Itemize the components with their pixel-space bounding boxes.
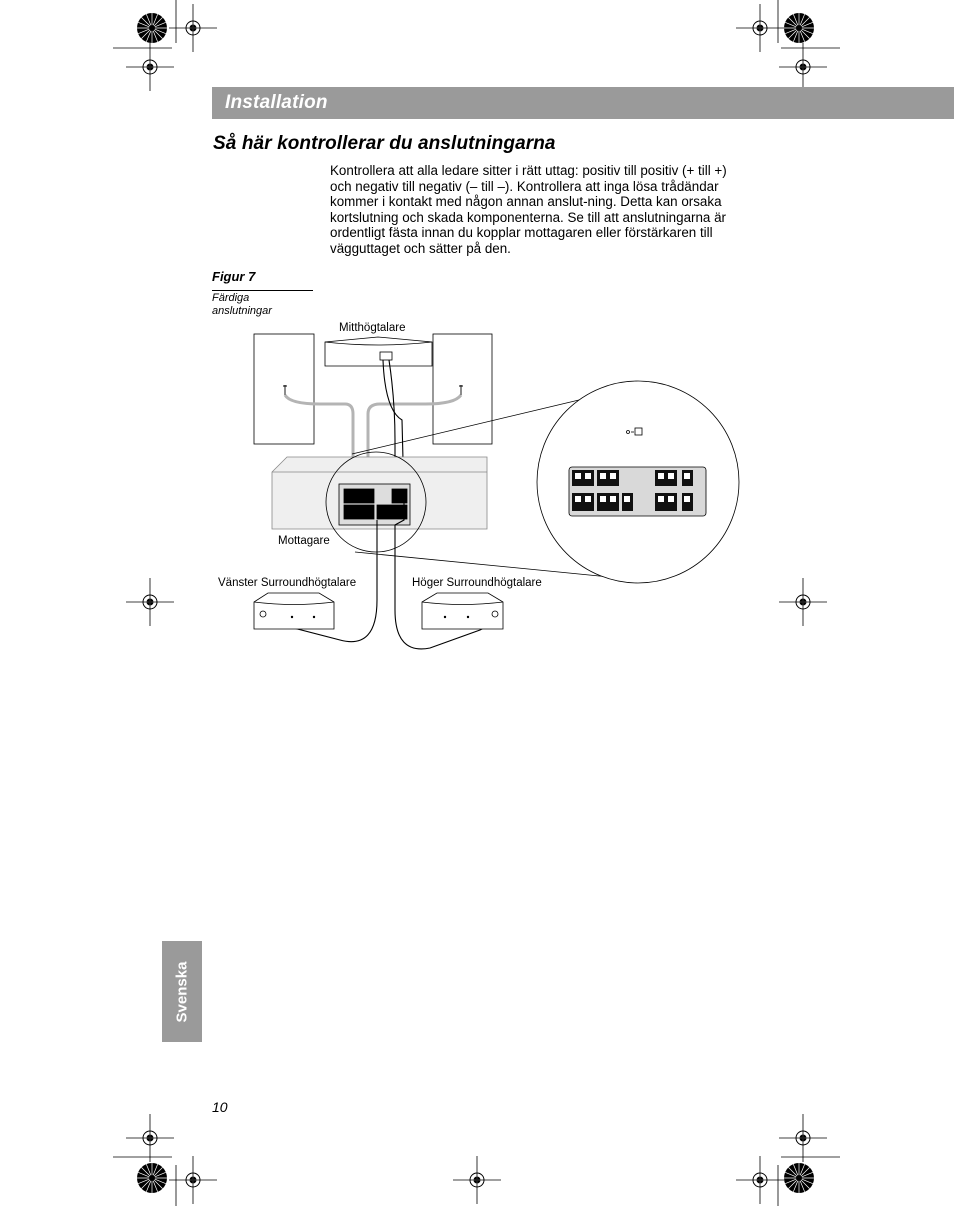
- crosshair-mark-icon: [736, 1156, 784, 1204]
- right-surround-speaker: [422, 593, 503, 629]
- crosshair-mark-icon: [126, 43, 174, 91]
- crosshair-mark-icon: [126, 578, 174, 626]
- language-tab: [162, 941, 202, 1042]
- figure-divider: [212, 290, 313, 291]
- receiver-label: Mottagare: [278, 535, 330, 547]
- language-tab-label: Svenska: [173, 961, 191, 1022]
- starburst-mark-icon: [784, 13, 814, 43]
- left-surround-label: Vänster Surroundhögtalare: [218, 577, 357, 589]
- crosshair-mark-icon: [779, 578, 827, 626]
- crosshair-mark-icon: [779, 43, 827, 91]
- figure-label: Figur 7: [212, 269, 256, 284]
- center-speaker: [325, 337, 432, 366]
- section-heading: Så här kontrollerar du anslutningarna: [213, 133, 556, 154]
- left-surround-speaker: [254, 593, 334, 629]
- right-surround-label: Höger Surroundhögtalare: [412, 577, 542, 589]
- crosshair-mark-icon: [126, 1114, 174, 1162]
- body-paragraph: Kontrollera att alla ledare sitter i rätt uttag: positiv till positiv (+ till +) och negativ till negativ (– till –). Kontrollera att inga lösa trådändar kommer i kontakt med någon annan anslut-ning. Detta kan orsaka kortslutning och skada komponenterna. Se till att anslutningarna är ordentligt fästa innan du kopplar mottagaren eller förstärkaren till vägguttaget och sätter på den.: [330, 163, 727, 256]
- starburst-mark-icon: [784, 1163, 814, 1193]
- page-number: 10: [212, 1099, 228, 1115]
- starburst-mark-icon: [137, 1163, 167, 1193]
- center-speaker-label: Mitthögtalare: [339, 322, 406, 334]
- starburst-mark-icon: [137, 13, 167, 43]
- figure-caption: Färdiga anslutningar: [212, 292, 272, 317]
- crosshair-mark-icon: [736, 4, 784, 52]
- crosshair-mark-icon: [779, 1114, 827, 1162]
- wiring-diagram: [254, 334, 739, 649]
- page-title: Installation: [225, 92, 328, 113]
- header-banner: [212, 87, 954, 119]
- left-front-speaker: [254, 334, 314, 444]
- crosshair-mark-icon: [453, 1156, 501, 1204]
